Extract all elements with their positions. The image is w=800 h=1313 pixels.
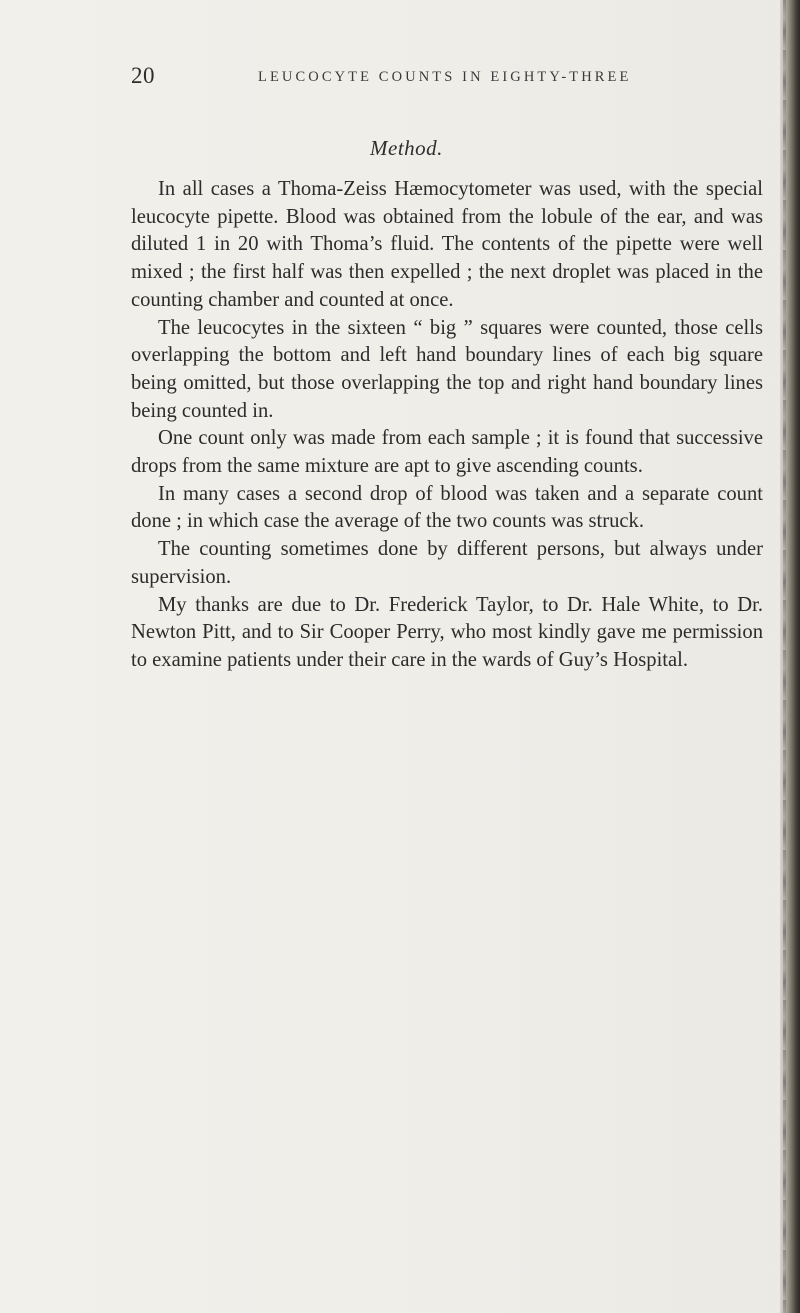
running-title: LEUCOCYTE COUNTS IN EIGHTY-THREE (258, 69, 632, 85)
paragraph-second-drop: In many cases a second drop of blood was taken and a separate count done ; in which case the average of the two counts was struck. (131, 482, 763, 533)
paragraph-single-count: One count only was made from each sample ; it is found that successive drops from the same mixture are apt to give ascending counts. (131, 427, 763, 478)
page-number: 20 (131, 63, 155, 88)
body-text (131, 176, 763, 675)
page-edge-shadow (780, 0, 800, 1313)
paragraph-acknowledgements: My thanks are due to Dr. Frederick Taylor, to Dr. Hale White, to Dr. Newton Pitt, and to Sir Cooper Perry, who most kindly gave me permission to examine patients under their care in the wards of Guy’s Hospital. (131, 593, 763, 671)
paragraph-supervision: The counting sometimes done by different persons, but always under supervision. (131, 538, 763, 588)
running-head (0, 63, 760, 93)
paragraph-counting: The leucocytes in the sixteen “ big ” squares were counted, those cells overlapping the bottom and left hand boundary lines of each big square being omitted, but those overlapping the top and right hand boundary lines being counted in. (131, 316, 763, 422)
section-heading: Method. (370, 136, 443, 160)
paragraph-method: In all cases a Thoma-Zeiss Hæmocytometer was used, with the special leucocyte pipette. Blood was obtained from the lobule of the ear, and was diluted 1 in 20 with Thoma’s fluid. The contents of the pipette were well mixed ; the first half was then expelled ; the next droplet was placed in the counting chamber and counted at once. (131, 178, 763, 311)
